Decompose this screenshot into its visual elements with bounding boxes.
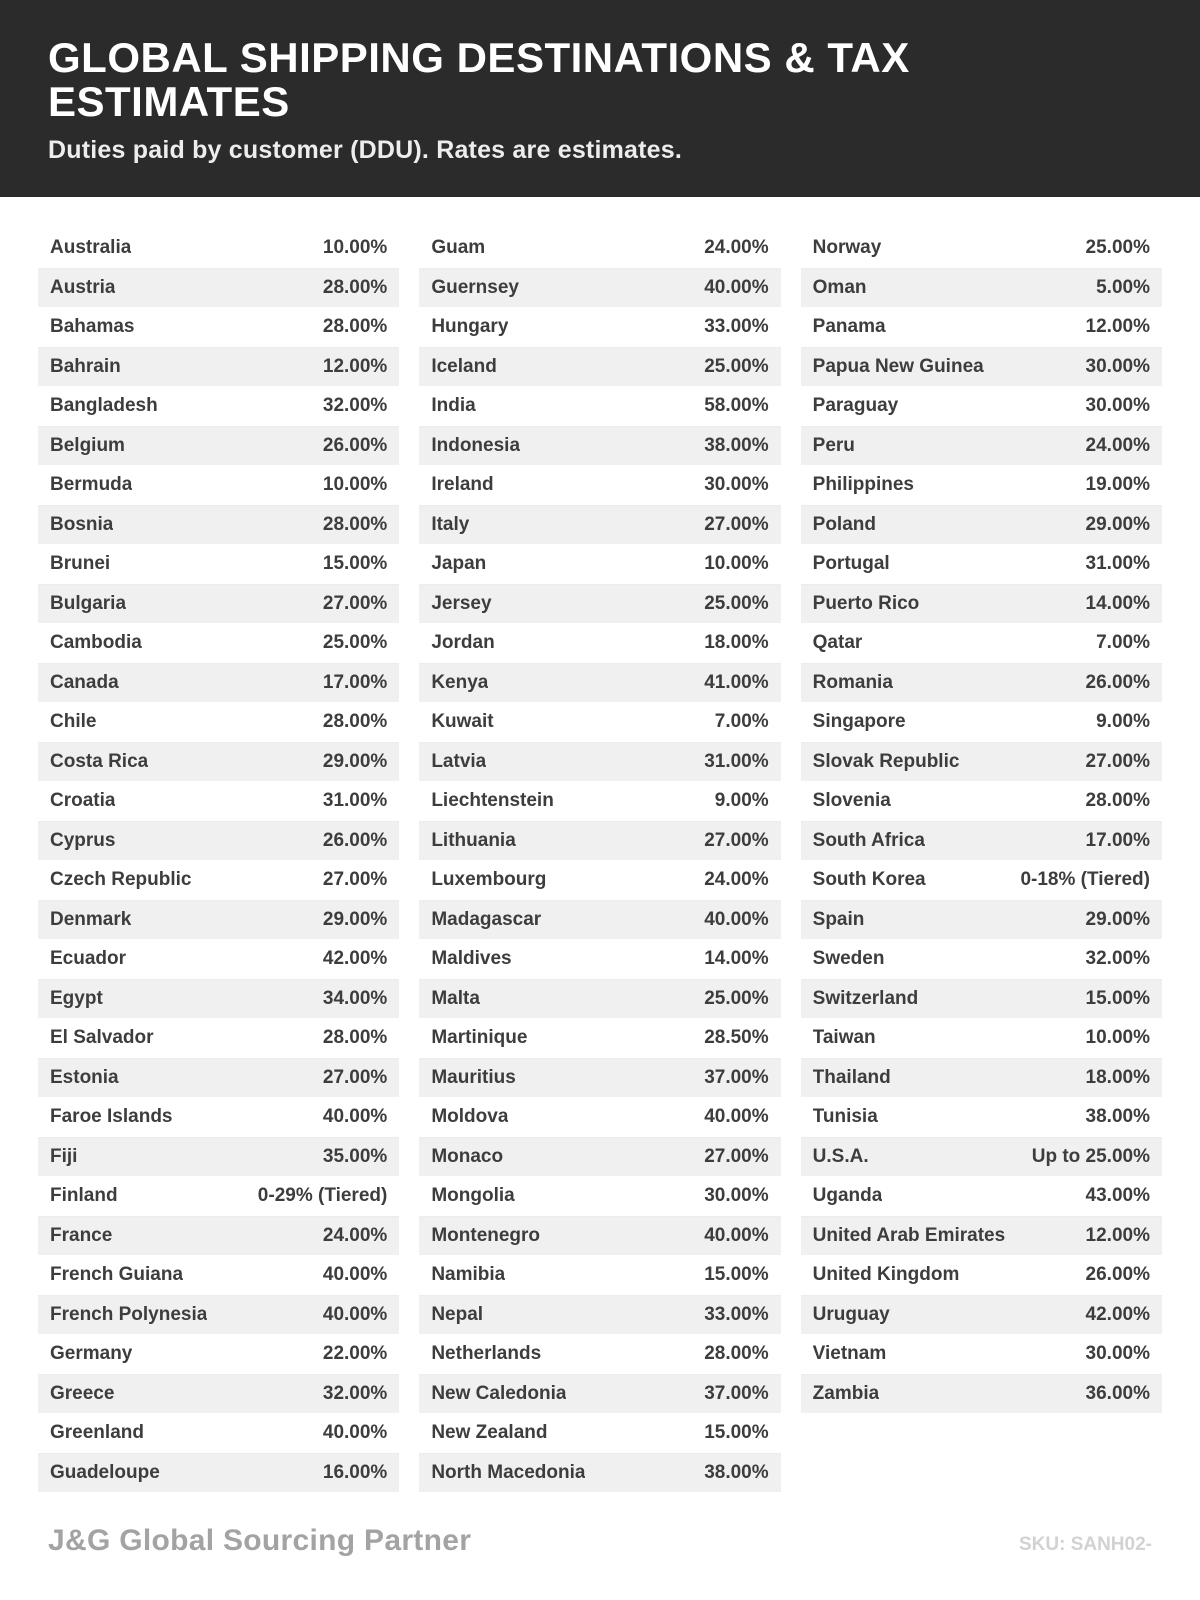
tax-rate: 29.00%	[1085, 513, 1150, 535]
table-row	[38, 1138, 399, 1178]
sku-label: SKU: SANH02-	[1018, 1534, 1152, 1555]
tax-rate: 27.00%	[1085, 750, 1150, 772]
country-name: Bahamas	[50, 316, 135, 338]
table-row	[801, 901, 1162, 941]
table-row	[419, 506, 780, 546]
table-row	[419, 861, 780, 901]
rates-column-2	[419, 229, 780, 1493]
tax-rate: 43.00%	[1085, 1185, 1150, 1207]
country-name: Thailand	[812, 1066, 891, 1088]
country-name: Panama	[812, 316, 886, 338]
country-name: Nepal	[431, 1303, 484, 1325]
country-name: Ecuador	[50, 948, 127, 970]
table-row	[801, 1335, 1162, 1375]
tax-rate: 27.00%	[704, 513, 769, 535]
table-row	[801, 1217, 1162, 1257]
country-name: North Macedonia	[431, 1461, 586, 1483]
table-row	[419, 466, 780, 506]
table-row	[419, 229, 780, 269]
tax-rate: 32.00%	[1085, 948, 1150, 970]
table-row	[419, 1059, 780, 1099]
tax-rate: Up to 25.00%	[1031, 1145, 1150, 1167]
country-name: Qatar	[812, 632, 863, 654]
country-name: Canada	[50, 671, 119, 693]
country-name: Slovenia	[812, 790, 891, 812]
tax-rate: 9.00%	[714, 790, 769, 812]
table-row	[419, 1375, 780, 1415]
table-row	[38, 1414, 399, 1454]
country-name: Bangladesh	[50, 395, 158, 417]
rates-column-1	[38, 229, 399, 1493]
tax-rate: 31.00%	[704, 750, 769, 772]
table-row	[38, 1059, 399, 1099]
table-row	[419, 1177, 780, 1217]
country-name: Monaco	[431, 1145, 504, 1167]
table-row	[801, 308, 1162, 348]
country-name: Spain	[812, 908, 865, 930]
country-name: Fiji	[50, 1145, 78, 1167]
table-row	[801, 427, 1162, 467]
country-name: Luxembourg	[431, 869, 547, 891]
tax-rate: 28.50%	[704, 1027, 769, 1049]
table-row	[801, 585, 1162, 625]
tax-rate: 27.00%	[322, 1066, 388, 1088]
country-name: U.S.A.	[812, 1145, 869, 1167]
country-name: Switzerland	[812, 987, 919, 1009]
table-row	[801, 229, 1162, 269]
country-name: Iceland	[431, 355, 497, 377]
tax-rate: 37.00%	[704, 1382, 769, 1404]
tax-rate: 10.00%	[1085, 1027, 1150, 1049]
table-row	[38, 940, 399, 980]
table-row	[38, 782, 399, 822]
table-row	[38, 506, 399, 546]
table-row	[801, 1296, 1162, 1336]
tax-rate: 34.00%	[322, 987, 388, 1009]
country-name: Guernsey	[431, 276, 519, 298]
table-row	[419, 585, 780, 625]
table-row	[38, 387, 399, 427]
table-row	[38, 901, 399, 941]
table-row	[38, 545, 399, 585]
table-row	[801, 545, 1162, 585]
tax-rate: 31.00%	[1085, 553, 1150, 575]
country-name: Guam	[431, 237, 486, 259]
country-name: Peru	[812, 434, 855, 456]
tax-rate: 7.00%	[714, 711, 769, 733]
table-row	[419, 1217, 780, 1257]
table-row	[38, 1177, 399, 1217]
country-name: Bermuda	[50, 474, 133, 496]
table-row	[38, 1296, 399, 1336]
tax-rate: 12.00%	[322, 355, 388, 377]
tax-rate: 27.00%	[704, 829, 769, 851]
country-name: Estonia	[50, 1066, 119, 1088]
tax-rate: 14.00%	[704, 948, 769, 970]
country-name: Philippines	[812, 474, 915, 496]
table-row	[419, 822, 780, 862]
tax-rate: 27.00%	[322, 592, 388, 614]
table-row	[38, 1217, 399, 1257]
country-name: Paraguay	[812, 395, 899, 417]
table-row	[38, 624, 399, 664]
country-name: Guadeloupe	[50, 1461, 160, 1483]
table-row	[801, 861, 1162, 901]
table-row	[38, 585, 399, 625]
tax-rate: 32.00%	[322, 395, 388, 417]
table-row	[38, 664, 399, 704]
table-row	[38, 427, 399, 467]
table-row	[38, 1098, 399, 1138]
country-name: Singapore	[812, 711, 906, 733]
tax-rate: 40.00%	[704, 1224, 769, 1246]
tax-rate: 28.00%	[322, 1027, 388, 1049]
table-row	[38, 861, 399, 901]
tax-rate: 40.00%	[322, 1422, 388, 1444]
tax-rate: 19.00%	[1085, 474, 1150, 496]
table-row	[38, 1256, 399, 1296]
country-name: Egypt	[50, 987, 103, 1009]
tax-rate: 17.00%	[1085, 829, 1150, 851]
table-row	[38, 743, 399, 783]
table-row	[419, 980, 780, 1020]
tax-rate: 18.00%	[704, 632, 769, 654]
table-row	[419, 427, 780, 467]
country-name: Greenland	[50, 1422, 144, 1444]
tax-rate: 33.00%	[704, 1303, 769, 1325]
table-row	[419, 348, 780, 388]
tax-rate: 28.00%	[704, 1343, 769, 1365]
country-name: Finland	[50, 1185, 118, 1207]
country-name: Indonesia	[431, 434, 521, 456]
table-row	[801, 940, 1162, 980]
table-row	[419, 703, 780, 743]
country-name: El Salvador	[50, 1027, 154, 1049]
country-name: Kenya	[431, 671, 489, 693]
country-name: Austria	[50, 276, 116, 298]
table-row	[801, 1098, 1162, 1138]
table-row	[801, 269, 1162, 309]
tax-rate: 40.00%	[322, 1264, 388, 1286]
tax-rate: 15.00%	[1085, 987, 1150, 1009]
country-name: Latvia	[431, 750, 487, 772]
table-row	[801, 822, 1162, 862]
tax-rate: 15.00%	[322, 553, 388, 575]
country-name: French Polynesia	[50, 1303, 208, 1325]
country-name: Zambia	[812, 1382, 880, 1404]
tax-rate: 38.00%	[1085, 1106, 1150, 1128]
country-name: Poland	[812, 513, 876, 535]
tax-rate: 9.00%	[1096, 711, 1150, 733]
tax-rate: 24.00%	[704, 869, 769, 891]
tax-rate: 29.00%	[1085, 908, 1150, 930]
country-name: Greece	[50, 1382, 115, 1404]
table-row	[801, 348, 1162, 388]
country-name: France	[50, 1224, 113, 1246]
country-name: New Caledonia	[431, 1382, 567, 1404]
country-name: Oman	[812, 276, 867, 298]
country-name: Faroe Islands	[50, 1106, 173, 1128]
tax-rate: 10.00%	[322, 237, 388, 259]
country-name: French Guiana	[50, 1264, 184, 1286]
table-row	[801, 743, 1162, 783]
country-name: Martinique	[431, 1027, 528, 1049]
country-name: Japan	[431, 553, 487, 575]
country-name: Slovak Republic	[812, 750, 960, 772]
country-name: Cambodia	[50, 632, 142, 654]
country-name: Germany	[50, 1343, 133, 1365]
tax-rate: 30.00%	[704, 1185, 769, 1207]
country-name: Madagascar	[431, 908, 542, 930]
table-row	[419, 940, 780, 980]
tax-rate: 38.00%	[704, 1461, 769, 1483]
brand-text: J&G Global Sourcing Partner	[48, 1524, 472, 1557]
tax-rate: 28.00%	[1085, 790, 1150, 812]
country-name: Czech Republic	[50, 869, 192, 891]
country-name: Mongolia	[431, 1185, 515, 1207]
tax-rate: 12.00%	[1085, 1224, 1150, 1246]
table-row	[38, 308, 399, 348]
tax-rate: 40.00%	[704, 1106, 769, 1128]
tax-rate: 25.00%	[704, 987, 769, 1009]
country-name: Jordan	[431, 632, 495, 654]
country-name: Portugal	[812, 553, 890, 575]
tax-rate: 15.00%	[704, 1264, 769, 1286]
tax-rate: 28.00%	[322, 513, 388, 535]
tax-rate: 35.00%	[322, 1145, 388, 1167]
country-name: Maldives	[431, 948, 512, 970]
table-row	[38, 229, 399, 269]
country-name: Kuwait	[431, 711, 494, 733]
table-row	[419, 1454, 780, 1494]
table-row	[38, 466, 399, 506]
table-row	[419, 387, 780, 427]
page-title: GLOBAL SHIPPING DESTINATIONS & TAX ESTIMATES	[48, 34, 910, 126]
tax-rate: 40.00%	[322, 1106, 388, 1128]
country-name: Mauritius	[431, 1066, 516, 1088]
tax-rate: 0-29% (Tiered)	[257, 1185, 388, 1207]
country-name: Denmark	[50, 908, 132, 930]
tax-rate: 29.00%	[322, 750, 388, 772]
country-name: Malta	[431, 987, 480, 1009]
table-row	[419, 1414, 780, 1454]
table-row	[419, 624, 780, 664]
tax-rate: 41.00%	[704, 671, 769, 693]
country-name: Puerto Rico	[812, 592, 920, 614]
table-row	[38, 1335, 399, 1375]
tax-rate: 18.00%	[1085, 1066, 1150, 1088]
country-name: Papua New Guinea	[812, 355, 984, 377]
tax-rate: 25.00%	[1085, 237, 1150, 259]
tax-rate: 5.00%	[1096, 276, 1150, 298]
country-name: Jersey	[431, 592, 492, 614]
table-row	[801, 980, 1162, 1020]
tax-rate: 40.00%	[322, 1303, 388, 1325]
table-row	[801, 1019, 1162, 1059]
country-name: United Kingdom	[812, 1264, 960, 1286]
tax-rate: 26.00%	[322, 829, 388, 851]
tax-rate: 24.00%	[1085, 434, 1150, 456]
country-name: Costa Rica	[50, 750, 149, 772]
country-name: Brunei	[50, 553, 111, 575]
tax-rate: 24.00%	[704, 237, 769, 259]
table-row	[801, 466, 1162, 506]
country-name: Liechtenstein	[431, 790, 554, 812]
table-row	[419, 1296, 780, 1336]
table-row	[801, 782, 1162, 822]
table-row	[801, 703, 1162, 743]
tax-rate: 33.00%	[704, 316, 769, 338]
table-row	[419, 743, 780, 783]
tax-rate: 0-18% (Tiered)	[1020, 869, 1150, 891]
table-row	[38, 1454, 399, 1494]
tax-rate: 32.00%	[322, 1382, 388, 1404]
table-row	[801, 1256, 1162, 1296]
tax-rate: 26.00%	[1085, 1264, 1150, 1286]
country-name: Bahrain	[50, 355, 121, 377]
table-row	[419, 1019, 780, 1059]
table-row	[801, 1059, 1162, 1099]
rates-column-3	[801, 229, 1162, 1414]
country-name: Ireland	[431, 474, 494, 496]
table-row	[38, 269, 399, 309]
tax-rate: 27.00%	[322, 869, 388, 891]
tax-rate: 14.00%	[1085, 592, 1150, 614]
tax-rate: 12.00%	[1085, 316, 1150, 338]
country-name: Vietnam	[812, 1343, 887, 1365]
tax-rate: 17.00%	[322, 671, 388, 693]
country-name: Norway	[812, 237, 882, 259]
tax-rate: 16.00%	[322, 1461, 388, 1483]
country-name: South Africa	[812, 829, 925, 851]
tax-rate: 30.00%	[704, 474, 769, 496]
tax-rate: 36.00%	[1085, 1382, 1150, 1404]
tax-rate: 26.00%	[322, 434, 388, 456]
header-banner	[0, 0, 1200, 197]
country-name: Moldova	[431, 1106, 509, 1128]
tax-rate: 30.00%	[1085, 1343, 1150, 1365]
table-row	[801, 387, 1162, 427]
table-row	[419, 1256, 780, 1296]
footer	[0, 1524, 1200, 1600]
country-name: Sweden	[812, 948, 885, 970]
table-row	[38, 1375, 399, 1415]
table-row	[419, 545, 780, 585]
country-name: Taiwan	[812, 1027, 876, 1049]
page-subtitle: Duties paid by customer (DDU). Rates are estimates.	[48, 136, 683, 165]
country-name: Hungary	[431, 316, 509, 338]
table-row	[419, 269, 780, 309]
country-name: Uruguay	[812, 1303, 890, 1325]
table-row	[801, 1375, 1162, 1415]
table-row	[419, 1098, 780, 1138]
table-row	[419, 1138, 780, 1178]
table-row	[38, 348, 399, 388]
country-name: Bulgaria	[50, 592, 127, 614]
table-row	[38, 1019, 399, 1059]
tax-rate: 30.00%	[1085, 355, 1150, 377]
country-name: United Arab Emirates	[812, 1224, 1006, 1246]
table-row	[419, 782, 780, 822]
table-row	[38, 822, 399, 862]
country-name: Namibia	[431, 1264, 506, 1286]
country-name: Italy	[431, 513, 470, 535]
tax-rate: 31.00%	[322, 790, 388, 812]
table-row	[419, 308, 780, 348]
tax-rate: 37.00%	[704, 1066, 769, 1088]
country-name: Romania	[812, 671, 893, 693]
tax-rate: 22.00%	[322, 1343, 388, 1365]
tax-rate: 29.00%	[322, 908, 388, 930]
rates-table	[0, 197, 1200, 1493]
tax-rate: 40.00%	[704, 908, 769, 930]
tax-rate: 25.00%	[704, 592, 769, 614]
table-row	[801, 664, 1162, 704]
table-row	[801, 506, 1162, 546]
country-name: India	[431, 395, 476, 417]
country-name: Netherlands	[431, 1343, 542, 1365]
tax-rate: 10.00%	[704, 553, 769, 575]
country-name: Montenegro	[431, 1224, 541, 1246]
tax-rate: 38.00%	[704, 434, 769, 456]
country-name: New Zealand	[431, 1422, 548, 1444]
country-name: Chile	[50, 711, 97, 733]
tax-rate: 26.00%	[1085, 671, 1150, 693]
tax-rate: 24.00%	[322, 1224, 388, 1246]
country-name: South Korea	[812, 869, 926, 891]
tax-rate: 30.00%	[1085, 395, 1150, 417]
table-row	[38, 980, 399, 1020]
country-name: Lithuania	[431, 829, 516, 851]
tax-rate: 25.00%	[322, 632, 388, 654]
tax-rate: 28.00%	[322, 316, 388, 338]
table-row	[801, 1177, 1162, 1217]
country-name: Uganda	[812, 1185, 883, 1207]
table-row	[38, 703, 399, 743]
table-row	[419, 901, 780, 941]
table-row	[801, 624, 1162, 664]
tax-rate: 25.00%	[704, 355, 769, 377]
tax-rate: 10.00%	[322, 474, 388, 496]
tax-rate: 42.00%	[1085, 1303, 1150, 1325]
table-row	[419, 1335, 780, 1375]
table-row	[801, 1138, 1162, 1178]
tax-rate: 42.00%	[322, 948, 388, 970]
country-name: Bosnia	[50, 513, 114, 535]
tax-rate: 7.00%	[1096, 632, 1150, 654]
tax-rate: 40.00%	[704, 276, 769, 298]
tax-rate: 58.00%	[704, 395, 769, 417]
country-name: Cyprus	[50, 829, 116, 851]
country-name: Croatia	[50, 790, 116, 812]
country-name: Tunisia	[812, 1106, 878, 1128]
table-row	[419, 664, 780, 704]
tax-rate: 27.00%	[704, 1145, 769, 1167]
country-name: Belgium	[50, 434, 125, 456]
tax-rate: 28.00%	[322, 276, 388, 298]
country-name: Australia	[50, 237, 132, 259]
tax-rate: 15.00%	[704, 1422, 769, 1444]
tax-rate: 28.00%	[322, 711, 388, 733]
